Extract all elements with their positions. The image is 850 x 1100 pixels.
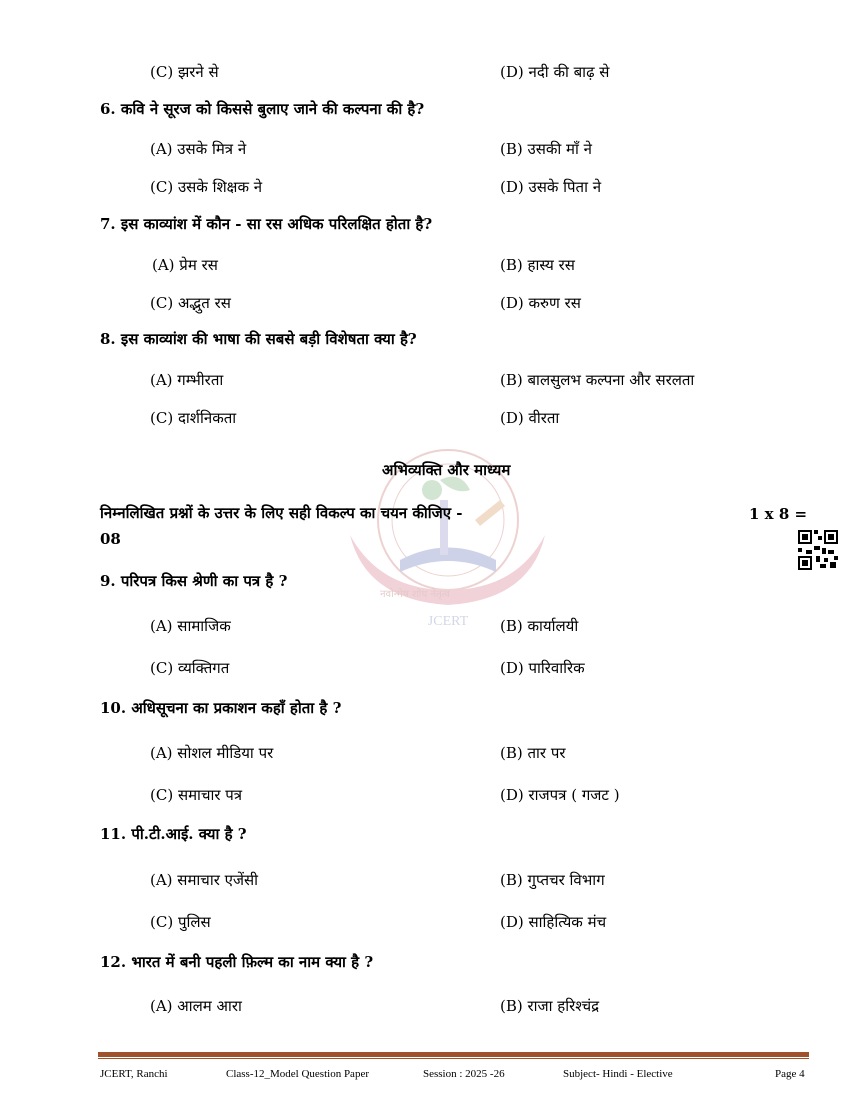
q6-option-a: (A) उसके मित्र ने [150, 140, 247, 158]
q8-option-d: (D) वीरता [500, 409, 560, 427]
footer-org: JCERT, Ranchi [100, 1068, 168, 1080]
q11-option-d: (D) साहित्यिक मंच [500, 913, 607, 931]
q9-option-c: (C) व्यक्तिगत [150, 659, 230, 677]
q9-option-b: (B) कार्यालयी [500, 617, 579, 635]
q7-option-c: (C) अद्भुत रस [150, 294, 231, 312]
question-11: 11. पी.टी.आई. क्या है ? [100, 825, 247, 843]
question-7: 7. इस काव्यांश में कौन - सा रस अधिक परिलक्षित होता है? [100, 215, 433, 233]
q9-option-a: (A) सामाजिक [150, 617, 231, 635]
question-12: 12. भारत में बनी पहली फ़िल्म का नाम क्या है ? [100, 953, 374, 971]
footer-subject: Subject- Hindi - Elective [563, 1068, 673, 1080]
q11-option-a: (A) समाचार एजेंसी [150, 871, 259, 889]
q6-option-d: (D) उसके पिता ने [500, 178, 602, 196]
q6-option-b: (B) उसकी माँ ने [500, 140, 592, 158]
footer-session: Session : 2025 -26 [423, 1068, 505, 1080]
q10-option-d: (D) राजपत्र ( गजट ) [500, 786, 620, 804]
watermark-text: JCERT [427, 614, 469, 629]
section-instruction: निम्नलिखित प्रश्नों के उत्तर के लिए सही विकल्प का चयन कीजिए - [100, 504, 463, 522]
q10-option-a: (A) सोशल मीडिया पर [150, 744, 274, 762]
q11-option-c: (C) पुलिस [150, 913, 211, 931]
q7-option-a: (A) प्रेम रस [152, 256, 218, 274]
q7-option-d: (D) करुण रस [500, 294, 581, 312]
q10-option-c: (C) समाचार पत्र [150, 786, 243, 804]
q11-option-b: (B) गुप्तचर विभाग [500, 871, 605, 889]
q8-option-c: (C) दार्शनिकता [150, 409, 237, 427]
q9-option-d: (D) पारिवारिक [500, 659, 585, 677]
section-instruction-marks-total: 08 [100, 530, 121, 548]
footer-paper: Class-12_Model Question Paper [226, 1068, 369, 1080]
q12-option-b: (B) राजा हरिश्चंद्र [500, 997, 600, 1015]
footer-rule-thin [98, 1058, 809, 1059]
footer-rule [98, 1052, 809, 1057]
section-title: अभिव्यक्ति और माध्यम [382, 461, 511, 479]
footer-page-number: Page 4 [775, 1068, 805, 1080]
q5-option-d: (D) नदी की बाढ़ से [500, 63, 610, 81]
q12-option-a: (A) आलम आरा [150, 997, 242, 1015]
question-6: 6. कवि ने सूरज को किससे बुलाए जाने की कल्पना की है? [100, 100, 425, 118]
question-10: 10. अधिसूचना का प्रकाशन कहाँ होता है ? [100, 699, 342, 717]
q6-option-c: (C) उसके शिक्षक ने [150, 178, 263, 196]
q10-option-b: (B) तार पर [500, 744, 566, 762]
question-9: 9. परिपत्र किस श्रेणी का पत्र है ? [100, 572, 288, 590]
q5-option-c: (C) झरने से [150, 63, 219, 81]
watermark-motto: नवोन्मेष शोध नेतृत्व [380, 589, 450, 600]
section-marks: 1 x 8 = [749, 505, 808, 523]
q8-option-b: (B) बालसुलभ कल्पना और सरलता [500, 371, 695, 389]
question-8: 8. इस काव्यांश की भाषा की सबसे बड़ी विशेषता क्या है? [100, 330, 417, 348]
q8-option-a: (A) गम्भीरता [150, 371, 224, 389]
qr-code [798, 530, 838, 570]
q7-option-b: (B) हास्य रस [500, 256, 575, 274]
